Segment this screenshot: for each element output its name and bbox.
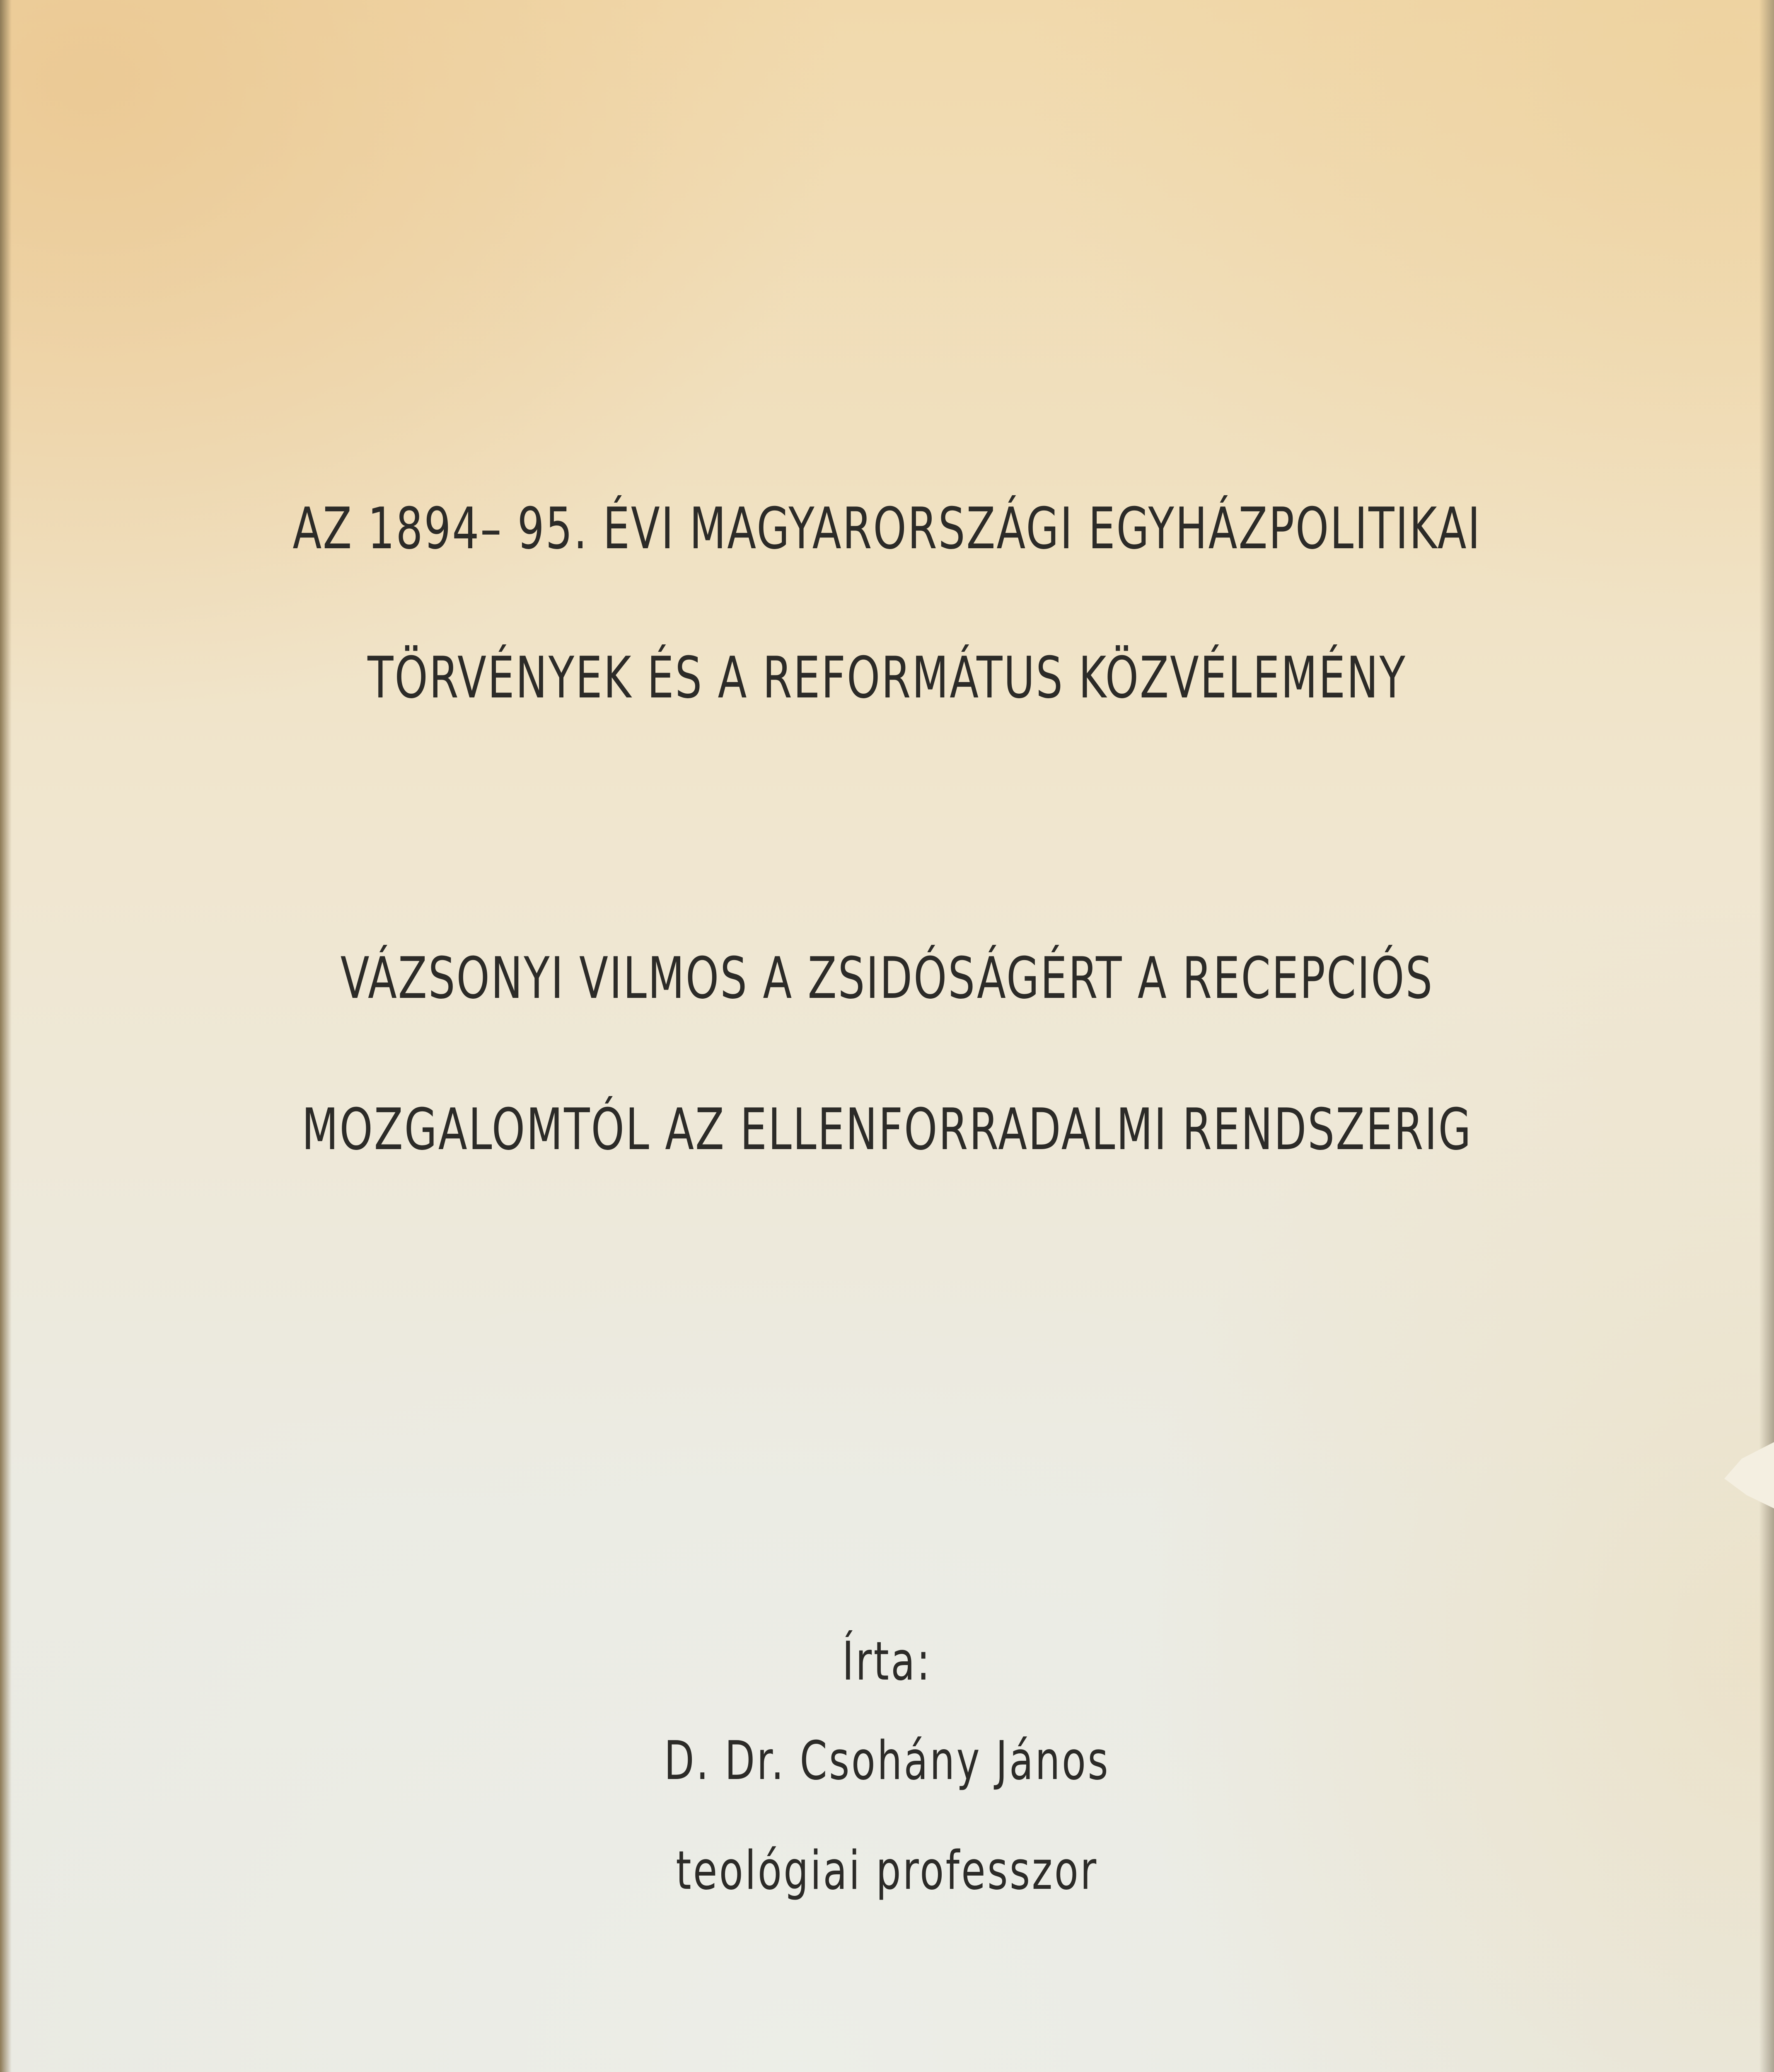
- title-line-1: AZ 1894– 95. ÉVI MAGYARORSZÁGI EGYHÁZPOLITIKAI: [292, 495, 1482, 562]
- author-role: teológiai professzor: [676, 1840, 1098, 1902]
- author-name: D. Dr. Csohány János: [664, 1730, 1110, 1792]
- author-label: Írta:: [842, 1631, 932, 1692]
- cover-right-edge: [1759, 0, 1774, 2072]
- cover-left-edge: [0, 0, 12, 2072]
- title-line-2: TÖRVÉNYEK ÉS A REFORMÁTUS KÖZVÉLEMÉNY: [367, 644, 1407, 711]
- cover-tear: [1724, 1442, 1774, 1508]
- title-line-3: VÁZSONYI VILMOS A ZSIDÓSÁGÉRT A RECEPCIÓS: [340, 945, 1434, 1012]
- title-line-4: MOZGALOMTÓL AZ ELLENFORRADALMI RENDSZERIG: [302, 1096, 1472, 1163]
